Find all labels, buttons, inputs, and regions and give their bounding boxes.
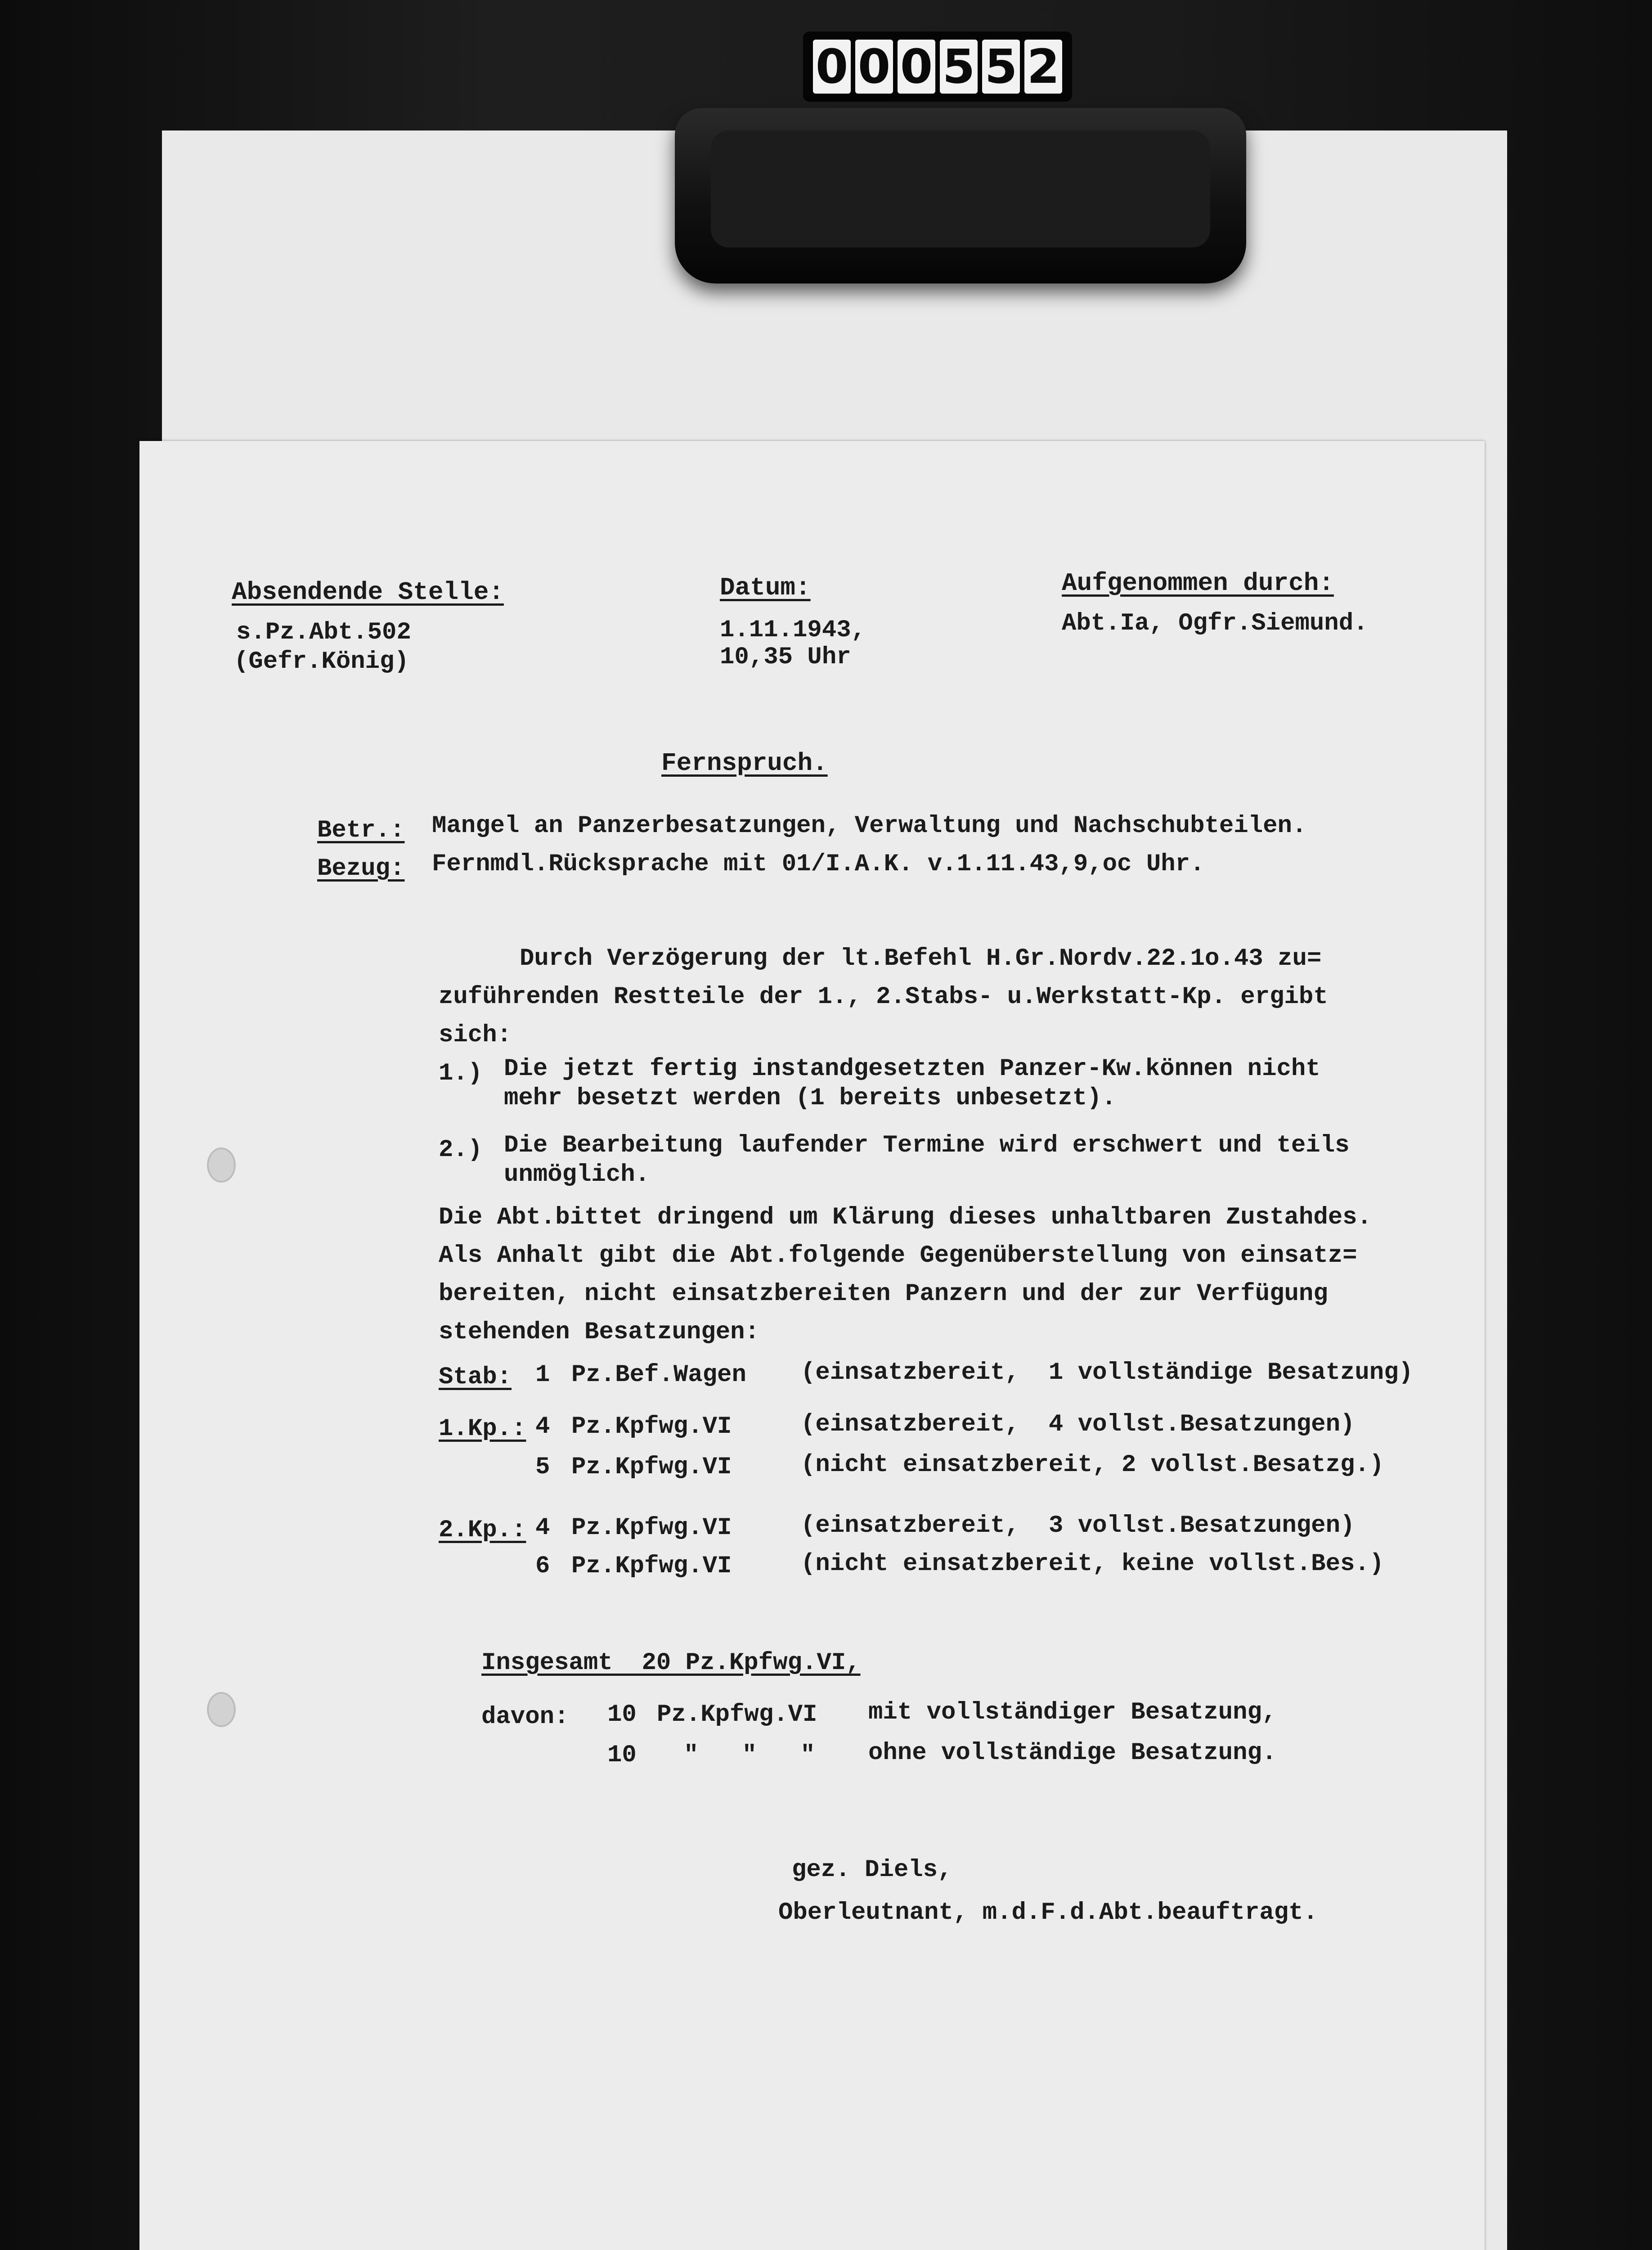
sender-unit: s.Pz.Abt.502 (236, 619, 411, 646)
summary-qty: 10 (607, 1742, 637, 1769)
body-line: zuführenden Restteile der 1., 2.Stabs- u.Werkstatt-Kp. ergibt (439, 983, 1328, 1011)
tank-qty: 5 (535, 1454, 550, 1481)
tank-qty: 1 (535, 1361, 550, 1389)
tank-qty: 4 (535, 1514, 550, 1542)
betr-text: Mangel an Panzerbesatzungen, Verwaltung und Nachschubteilen. (432, 812, 1307, 840)
tank-note: (nicht einsatzbereit, 2 vollst.Besatzg.) (801, 1451, 1384, 1479)
signature-rank: Oberleutnant, m.d.F.d.Abt.beauftragt. (778, 1899, 1318, 1926)
item-text: Die Bearbeitung laufender Termine wird erschwert und teils (504, 1132, 1350, 1159)
sender-name: (Gefr.König) (234, 648, 409, 675)
body-line: Durch Verzögerung der lt.Befehl H.Gr.Nordv.22.1o.43 zu= (520, 945, 1322, 972)
frame-counter (803, 32, 1072, 102)
summary-note: mit vollständiger Besatzung, (868, 1699, 1277, 1726)
document-title: Fernspruch. (661, 749, 828, 778)
body-line: Als Anhalt gibt die Abt.folgende Gegenüberstellung von einsatz= (439, 1242, 1357, 1269)
kp1-label: 1.Kp.: (439, 1415, 526, 1443)
tank-type: Pz.Bef.Wagen (571, 1361, 746, 1389)
punch-hole (207, 1692, 236, 1727)
tank-type: Pz.Kpfwg.VI (571, 1514, 732, 1542)
time-value: 10,35 Uhr (720, 644, 851, 671)
item-number: 1.) (439, 1060, 483, 1087)
counter-digit: 5 (940, 40, 978, 94)
tank-note: (einsatzbereit, 3 vollst.Besatzungen) (801, 1512, 1355, 1539)
total-line: Insgesamt 20 Pz.Kpfwg.VI, (481, 1649, 861, 1677)
tank-note: (einsatzbereit, 1 vollständige Besatzung) (801, 1359, 1414, 1386)
tank-type: Pz.Kpfwg.VI (571, 1454, 732, 1481)
signature-name: gez. Diels, (792, 1856, 952, 1884)
date-value: 1.11.1943, (720, 616, 866, 644)
tank-qty: 4 (535, 1413, 550, 1440)
tank-type: Pz.Kpfwg.VI (571, 1552, 732, 1580)
item-text: mehr besetzt werden (1 bereits unbesetzt). (504, 1084, 1117, 1112)
binder-clip (675, 108, 1246, 284)
body-line: Die Abt.bittet dringend um Klärung dieses unhaltbaren Zustahdes. (439, 1204, 1372, 1231)
ditto-marks: " " " (684, 1742, 815, 1769)
tank-qty: 6 (535, 1552, 550, 1580)
tank-note: (einsatzbereit, 4 vollst.Besatzungen) (801, 1411, 1355, 1438)
counter-digit: 0 (855, 40, 893, 94)
counter-digit: 0 (813, 40, 851, 94)
item-number: 2.) (439, 1136, 483, 1164)
punch-hole (207, 1148, 236, 1183)
counter-digit: 2 (1024, 40, 1062, 94)
counter-digit: 5 (982, 40, 1020, 94)
summary-qty: 10 (607, 1701, 637, 1728)
body-line: bereiten, nicht einsatzbereiten Panzern und der zur Verfügung (439, 1280, 1328, 1308)
summary-type: Pz.Kpfwg.VI (657, 1701, 817, 1728)
document-page (139, 441, 1485, 2250)
received-label: Aufgenommen durch: (1062, 569, 1334, 598)
summary-note: ohne vollständige Besatzung. (868, 1739, 1277, 1767)
body-line: sich: (439, 1022, 512, 1049)
tank-type: Pz.Kpfwg.VI (571, 1413, 732, 1440)
item-text: unmöglich. (504, 1161, 650, 1188)
date-label: Datum: (720, 573, 811, 602)
bezug-label: Bezug: (317, 855, 405, 882)
counter-digit: 0 (898, 40, 935, 94)
received-by: Abt.Ia, Ogfr.Siemund. (1062, 610, 1368, 637)
betr-label: Betr.: (317, 817, 405, 844)
tank-note: (nicht einsatzbereit, keine vollst.Bes.) (801, 1550, 1384, 1578)
binder-clip-inner (711, 130, 1210, 248)
sender-label: Absendende Stelle: (232, 578, 504, 607)
bezug-text: Fernmdl.Rücksprache mit 01/I.A.K. v.1.11.43,9,oc Uhr. (432, 850, 1205, 878)
kp2-label: 2.Kp.: (439, 1516, 526, 1544)
davon-label: davon: (481, 1703, 569, 1731)
item-text: Die jetzt fertig instandgesetzten Panzer-Kw.können nicht (504, 1055, 1320, 1083)
body-line: stehenden Besatzungen: (439, 1318, 759, 1346)
stab-label: Stab: (439, 1364, 512, 1391)
